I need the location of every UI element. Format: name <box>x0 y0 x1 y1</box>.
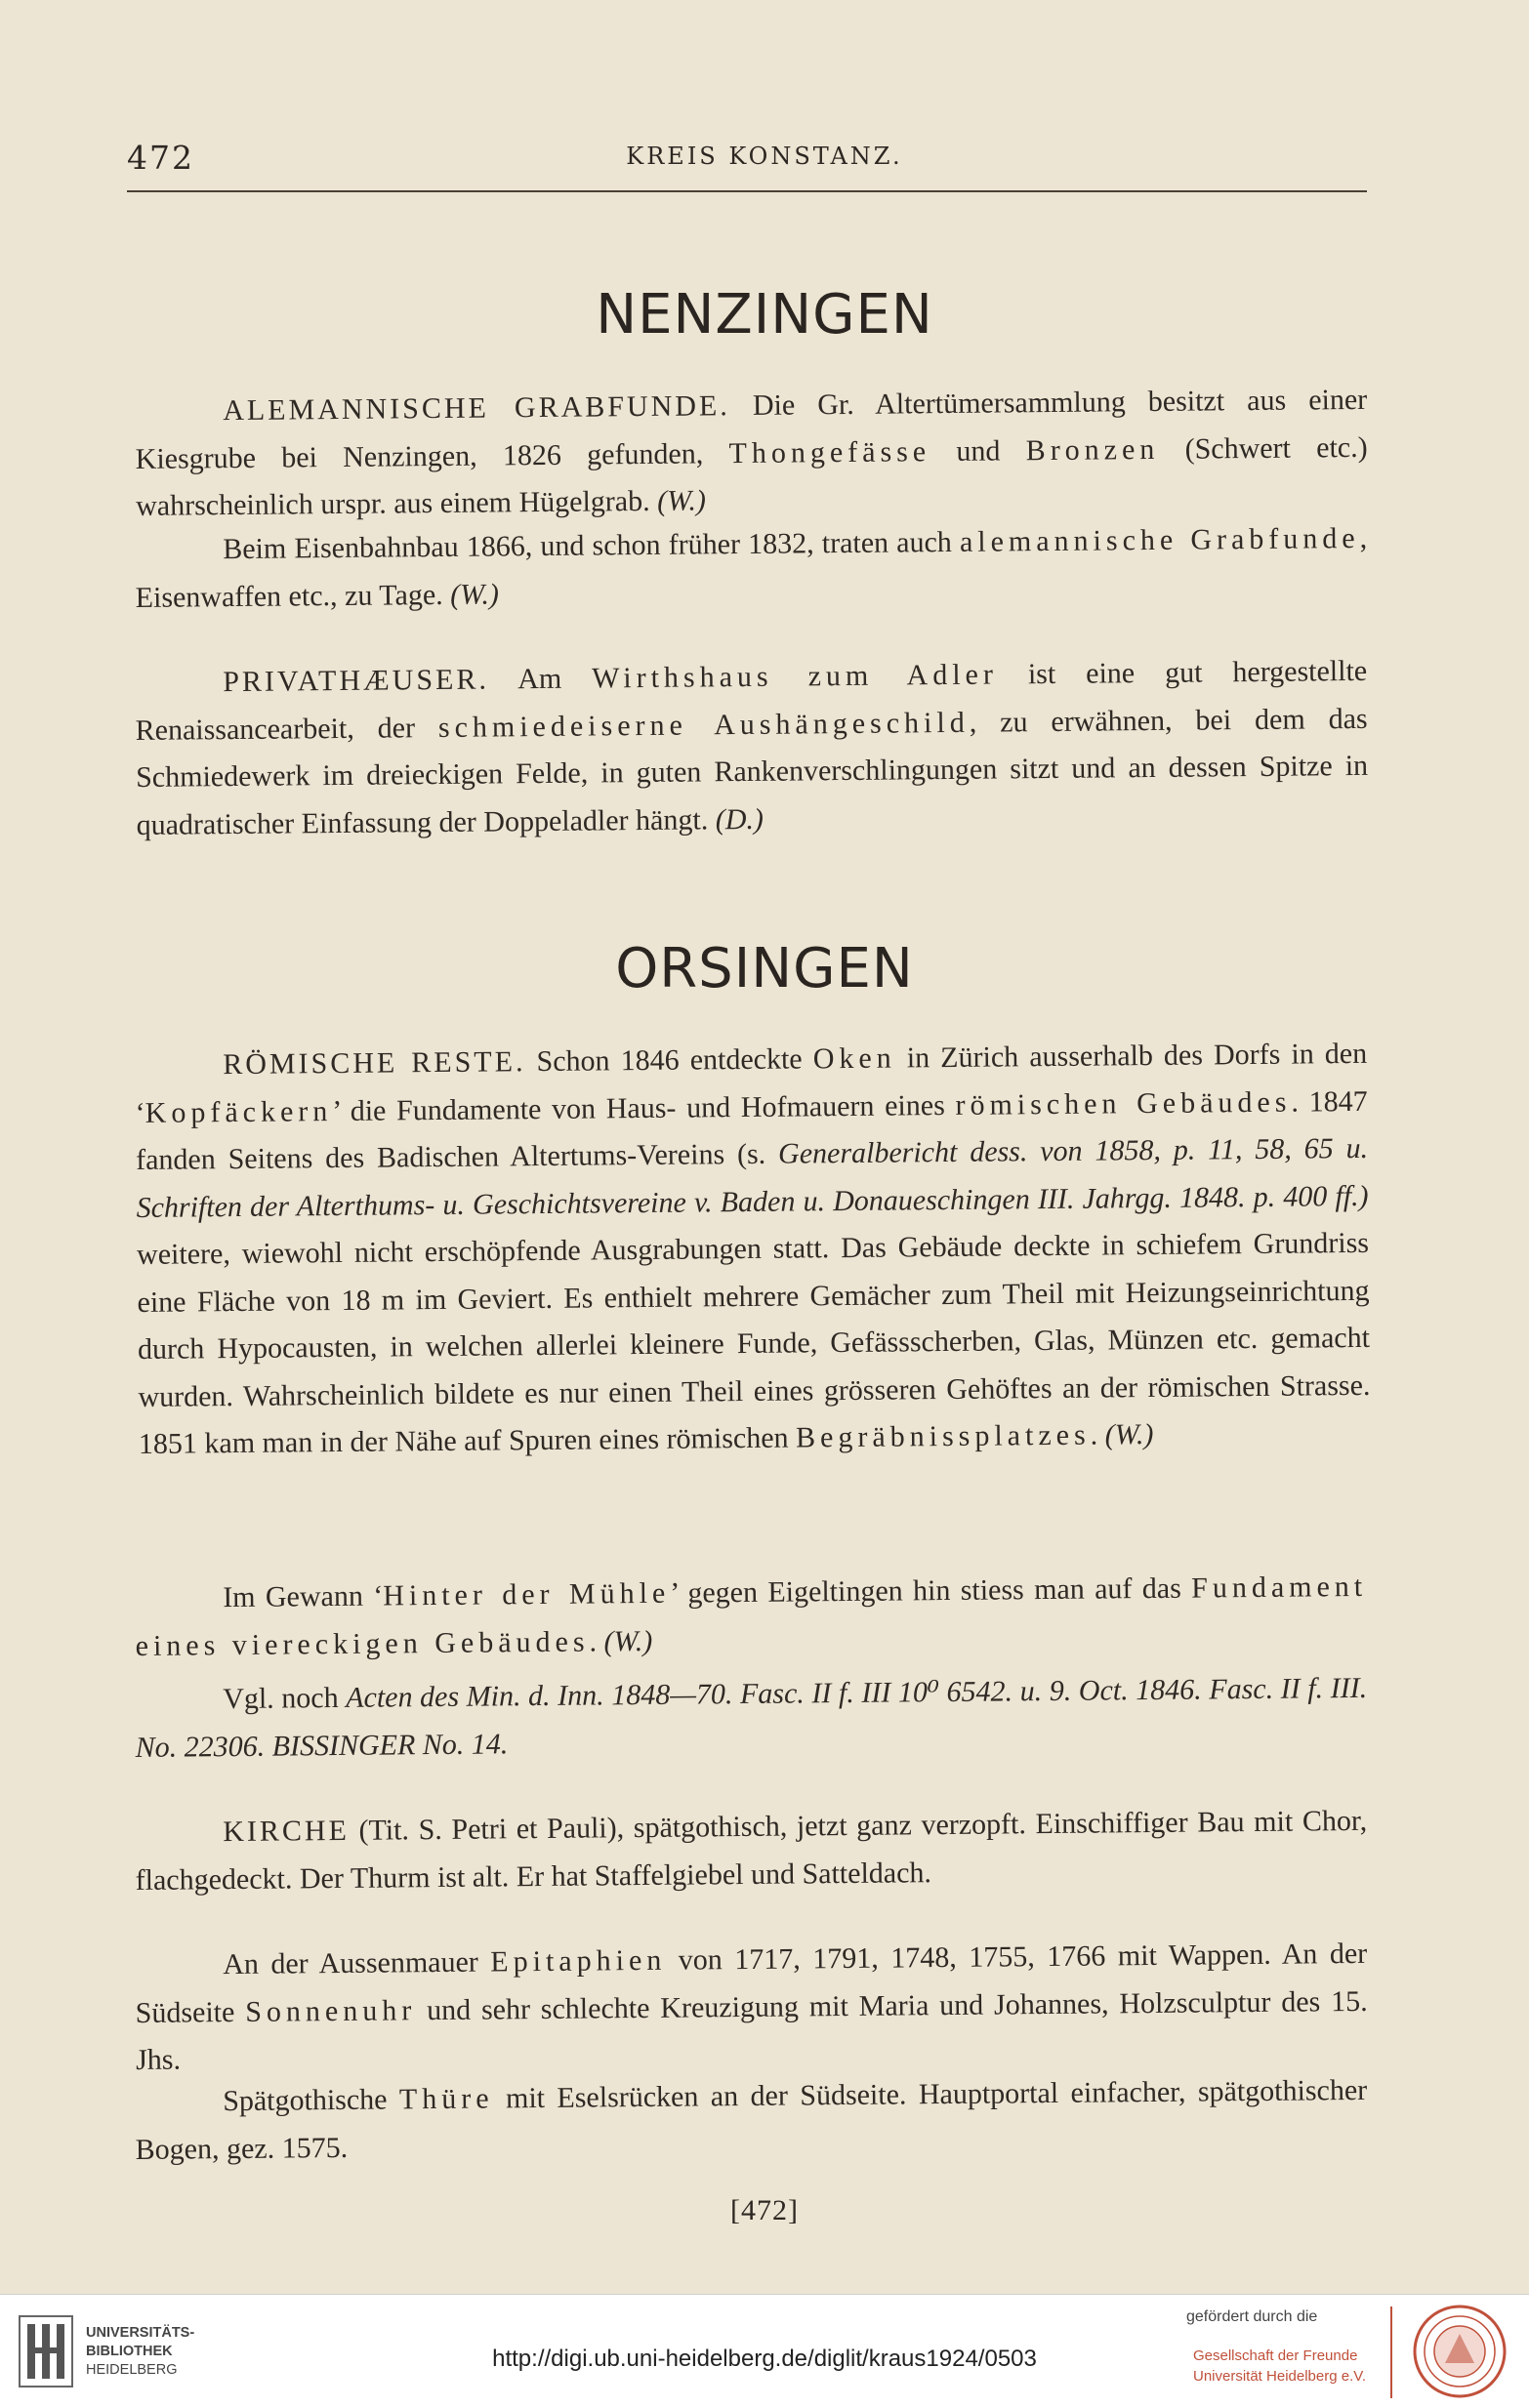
author-mark: (W.) <box>1104 1418 1154 1451</box>
author-mark: (D.) <box>715 802 764 836</box>
university-seal-icon <box>1406 2303 1513 2400</box>
author-mark: (W.) <box>450 577 500 611</box>
section-lead: PRIVATHÆUSER. <box>223 663 490 699</box>
sponsor-name: Gesellschaft der Freunde Universität Heidelberg e.V. <box>1193 2347 1367 2385</box>
section-title-nenzingen: NENZINGEN <box>596 283 933 347</box>
page-number: 472 <box>127 139 194 177</box>
paragraph-vgl: Vgl. noch Acten des Min. d. Inn. 1848—70. Fasc. II f. III 10⁰ 6542. u. 9. Oct. 1846. Fasc. II f. III. No. 22306. BISSINGER No. 14. <box>135 1671 1368 1764</box>
section-lead: KIRCHE <box>223 1814 351 1849</box>
paragraph-kirche: KIRCHE (Tit. S. Petri et Pauli), spätgothisch, jetzt ganz verzopft. Einschiffiger Bau mit Chor, flachgedeckt. Der Thurm ist alt. Er hat Staffelgiebel und Satteldach. <box>135 1804 1368 1897</box>
paragraph-roemische-reste: RÖMISCHE RESTE. Schon 1846 entdeckte Oken in Zürich ausserhalb des Dorfs in den ‘Kopfäckern’ die Fundamente von Haus- und Hofmauern eines römischen Gebäudes. 1847 fanden Seitens des Badischen Altertums-Vereins (s. Generalbericht dess. von 1858, p. 11, 58, 65 u. Schriften der Alterthums- u. Geschichtsvereine v. Baden u. Donaueschingen III. Jahrgg. 1848. p. 400 ff.) weitere, wiewohl nicht erschöpfende Ausgrabungen statt. Das Gebäude deckte in schiefem Grundriss eine Fläche von 18 m im Geviert. Es enthielt mehrere Gemächer zum Theil mit Heizungseinrichtung durch Hypocausten, in welchen allerlei kleinere Funde, Gefässscherben, Glas, Münzen etc. gemacht wurden. Wahrscheinlich bildete es nur einen Theil eines grösseren Gehöftes an der römischen Strasse. 1851 kam man in der Nähe auf Spuren eines römischen Begräbnissplatzes. (W.) <box>135 1037 1371 1460</box>
author-mark: (W.) <box>656 484 707 517</box>
footer-divider <box>1390 2306 1392 2398</box>
section-title-orsingen: ORSINGEN <box>615 937 914 1000</box>
library-name: UNIVERSITÄTS- BIBLIOTHEK HEIDELBERG <box>86 2325 195 2378</box>
paragraph-eisenbahnbau: Beim Eisenbahnbau 1866, und schon früher 1832, traten auch alemannische Grabfunde, Eisenwaffen etc., zu Tage. (W.) <box>135 521 1368 614</box>
citation: Generalbericht dess. von 1858, p. 11, 58, 65 u. Schriften der Alterthums- u. Geschichtsvereine v. Baden u. Donaueschingen III. Jahrgg. 1848. p. 400 ff.) <box>136 1131 1369 1224</box>
paragraph-thuere: Spätgothische Thüre mit Eselsrücken an der Südseite. Hauptportal einfacher, spätgothischer Bogen, gez. 1575. <box>135 2073 1368 2166</box>
paragraph-epitaphien: An der Aussenmauer Epitaphien von 1717, 1791, 1748, 1755, 1766 mit Wappen. An der Südseite Sonnenuhr und sehr schlechte Kreuzigung mit Maria und Johannes, Holzsculptur des 15. Jhs. <box>135 1937 1368 2076</box>
digitization-footer <box>0 2294 1529 2408</box>
paragraph-hinter-der-muehle: Im Gewann ‘Hinter der Mühle’ gegen Eigeltingen hin stiess man auf das Fundament eines viereckigen Gebäudes. (W.) <box>135 1570 1368 1662</box>
section-lead: RÖMISCHE RESTE. <box>223 1045 526 1082</box>
page-footer-number: [472] <box>730 2194 799 2226</box>
paragraph-privathaeuser: PRIVATHÆUSER. Am Wirthshaus zum Adler ist eine gut hergestellte Renaissancearbeit, der schmiedeiserne Aushängeschild, zu erwähnen, bei dem das Schmiedewerk im dreieckigen Felde, in guten Rankenverschlingungen sitzt und an dessen Spitze in quadratischer Einfassung der Doppeladler hängt. (D.) <box>135 654 1369 841</box>
paragraph-grabfunde: ALEMANNISCHE GRABFUNDE. Die Gr. Altertümersammlung besitzt aus einer Kiesgrube bei Nenzingen, 1826 gefunden, Thongefässe und Bronzen (Schwert etc.) wahrscheinlich urspr. aus einem Hügelgrab. (W.) <box>135 383 1368 522</box>
sponsor-label: gefördert durch die <box>1186 2308 1318 2325</box>
running-title: KREIS KONSTANZ. <box>626 143 903 170</box>
running-head <box>0 139 1529 178</box>
section-lead: ALEMANNISCHE GRABFUNDE. <box>223 389 730 428</box>
author-mark: (W.) <box>603 1624 653 1657</box>
header-rule <box>127 190 1367 192</box>
citation: Acten des Min. d. Inn. 1848—70. Fasc. II f. III 10⁰ 6542. u. 9. Oct. 1846. Fasc. II f. III. No. 22306. BISSINGER No. 14. <box>135 1671 1368 1764</box>
digital-copy-url[interactable]: http://digi.ub.uni-heidelberg.de/diglit/kraus1924/0503 <box>492 2346 1037 2372</box>
